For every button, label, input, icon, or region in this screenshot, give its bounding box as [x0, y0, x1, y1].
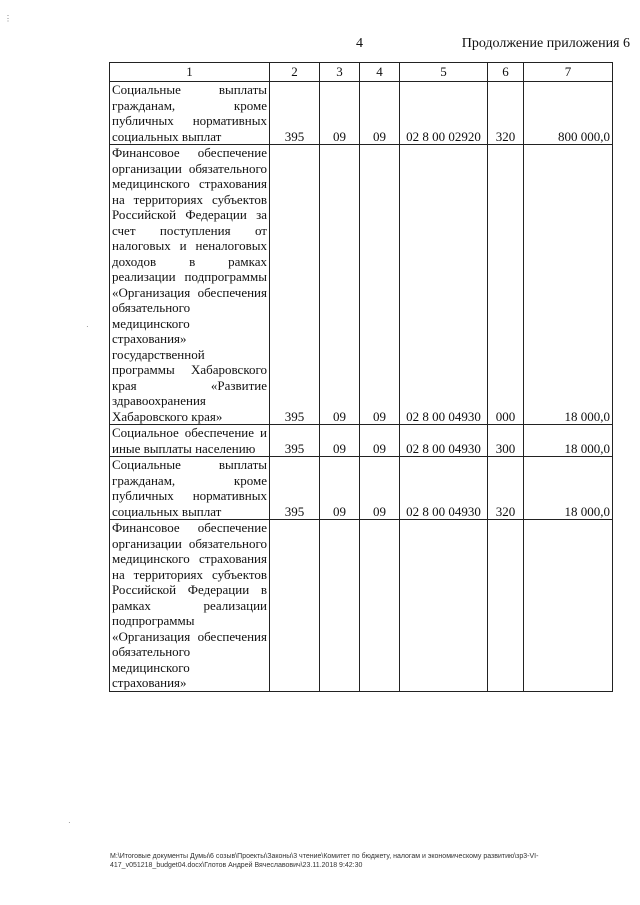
- cell-target: 02 8 00 04930: [400, 145, 488, 425]
- column-header: 7: [524, 63, 613, 82]
- page-number: 4: [356, 36, 363, 51]
- cell-subsection: 09: [360, 457, 400, 520]
- cell-amount: 18 000,0: [524, 145, 613, 425]
- cell-target: [400, 520, 488, 692]
- cell-target: 02 8 00 04930: [400, 457, 488, 520]
- row-name: Финансовое обеспечение организации обязательного медицинского страхования на территориях субъектов Российской Федерации за счет поступления от налоговых и неналоговых доходов в рамках реализации подпрограммы «Организация обеспечения обязательного медицинского страхования» государственной программы Хабаровского края «Развитие здравоохранения Хабаровского края»: [110, 145, 270, 425]
- column-header: 3: [320, 63, 360, 82]
- cell-grbs: 395: [270, 457, 320, 520]
- cell-amount: [524, 520, 613, 692]
- cell-grbs: 395: [270, 82, 320, 145]
- table-row: [110, 425, 613, 457]
- table-row: [110, 457, 613, 520]
- column-header: 5: [400, 63, 488, 82]
- row-name: Финансовое обеспечение организации обязательного медицинского страхования на территориях субъектов Российской Федерации в рамках реализации подпрограммы «Организация обеспечения обязательного медицинского страхования»: [110, 520, 270, 692]
- cell-grbs: [270, 520, 320, 692]
- file-path-footer: М:\Итоговые документы Думы\6 созыв\Проекты\Законы\3 чтение\Комитет по бюджету, налогам и экономическому развитию\зр3-VI-417_v051218_budget04.docx\Глотов Андрей Вячеславович\23.11.2018 9:42:30: [110, 853, 539, 869]
- cell-amount: 18 000,0: [524, 425, 613, 457]
- table-row: [110, 520, 613, 692]
- cell-grbs: 395: [270, 425, 320, 457]
- cell-section: 09: [320, 145, 360, 425]
- cell-subsection: 09: [360, 82, 400, 145]
- budget-table: [109, 62, 613, 692]
- cell-section: 09: [320, 425, 360, 457]
- row-name: Социальное обеспечение и иные выплаты населению: [110, 425, 270, 457]
- scan-mark: ·: [86, 322, 89, 331]
- column-header: 1: [110, 63, 270, 82]
- column-header: 4: [360, 63, 400, 82]
- cell-section: [320, 520, 360, 692]
- cell-amount: 800 000,0: [524, 82, 613, 145]
- column-header: 2: [270, 63, 320, 82]
- row-name: Социальные выплаты гражданам, кроме публичных нормативных социальных выплат: [110, 82, 270, 145]
- row-name: Социальные выплаты гражданам, кроме публичных нормативных социальных выплат: [110, 457, 270, 520]
- cell-subsection: 09: [360, 145, 400, 425]
- cell-type: 320: [488, 457, 524, 520]
- scan-mark: ⋮: [4, 14, 12, 23]
- cell-type: 300: [488, 425, 524, 457]
- table-row: [110, 145, 613, 425]
- continuation-label: Продолжение приложения 6: [461, 36, 630, 51]
- cell-type: 000: [488, 145, 524, 425]
- cell-grbs: 395: [270, 145, 320, 425]
- cell-type: [488, 520, 524, 692]
- cell-type: 320: [488, 82, 524, 145]
- cell-subsection: [360, 520, 400, 692]
- column-header: 6: [488, 63, 524, 82]
- cell-section: 09: [320, 82, 360, 145]
- cell-subsection: 09: [360, 425, 400, 457]
- scan-mark: ·: [68, 818, 71, 827]
- table-header-row: [110, 63, 613, 82]
- cell-target: 02 8 00 04930: [400, 425, 488, 457]
- table-row: [110, 82, 613, 145]
- cell-section: 09: [320, 457, 360, 520]
- cell-target: 02 8 00 02920: [400, 82, 488, 145]
- cell-amount: 18 000,0: [524, 457, 613, 520]
